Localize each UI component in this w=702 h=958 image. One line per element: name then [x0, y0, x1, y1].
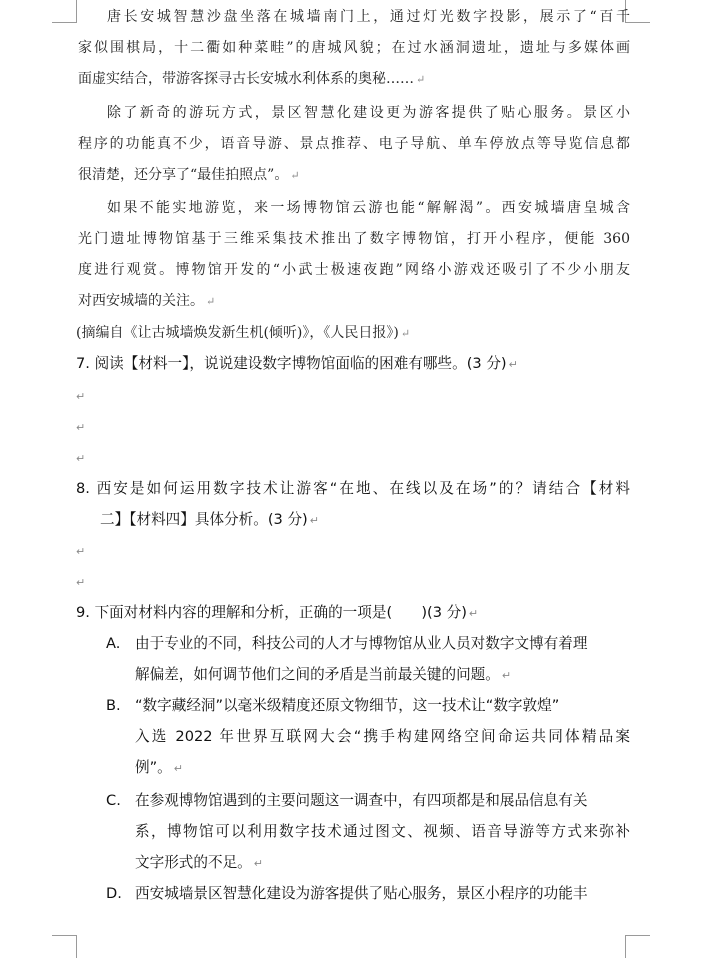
- option-d-line1[interactable]: D. 西安城墙景区智慧化建设为游客提供了贴心服务，景区小程序的功能丰: [106, 885, 588, 902]
- page-corner-mark-top-left: [52, 0, 77, 23]
- passage-p3-line1: 如果不能实地游览，来一场博物馆云游也能“解解渴”。西安城墙唐皇城含: [107, 200, 630, 216]
- option-c-line1[interactable]: C. 在参观博物馆遇到的主要问题这一调查中，有四项都是和展品信息有关: [106, 792, 588, 809]
- empty-paragraph-mark-icon: ↵: [76, 421, 86, 434]
- passage-p3-line3: 度进行观赏。博物馆开发的“小武士极速夜跑”网络小游戏还吸引了不少小朋友: [78, 262, 630, 278]
- paragraph-mark-icon: ↵: [206, 295, 216, 308]
- paragraph-mark-icon: ↵: [400, 327, 411, 340]
- paragraph-mark-icon: ↵: [309, 514, 319, 527]
- question-8-line2: 二】【材料四】具体分析。(3 分) ↵: [100, 511, 319, 528]
- option-b-line2: 入选 2022 年世界互联网大会“携手构建网络空间命运共同体精品案: [135, 728, 630, 745]
- option-a-label: A.: [106, 635, 121, 652]
- passage-p3-line2: 光门遗址博物馆基于三维采集技术推出了数字博物馆，打开小程序，便能 360: [78, 231, 630, 247]
- page-corner-mark-bottom-right: [625, 935, 650, 958]
- question-7: 7. 阅读【材料一】，说说建设数字博物馆面临的困难有哪些。(3 分) ↵: [76, 355, 518, 372]
- passage-p1-line2: 家似围棋局，十二衢如种菜畦”的唐城风貌；在过水涵洞遗址，遗址与多媒体画: [78, 40, 630, 56]
- paragraph-mark-icon: ↵: [173, 762, 183, 775]
- passage-p2-line1: 除了新奇的游玩方式，景区智慧化建设更为游客提供了贴心服务。景区小: [107, 105, 630, 121]
- paragraph-mark-icon: ↵: [501, 669, 512, 682]
- paragraph-mark-icon: ↵: [468, 607, 479, 620]
- empty-paragraph-mark-icon: ↵: [76, 390, 86, 403]
- paragraph-mark-icon: ↵: [416, 73, 426, 86]
- option-a-line2: 解偏差，如何调节他们之间的矛盾是当前最关键的问题。 ↵: [135, 666, 512, 683]
- paragraph-mark-icon: ↵: [290, 169, 300, 182]
- paragraph-mark-icon: ↵: [253, 857, 263, 870]
- question-8-line1: 8. 西安是如何运用数字技术让游客“在地、在线以及在场”的？请结合【材料: [76, 480, 630, 497]
- passage-p2-line2: 程序的功能真不少，语音导游、景点推荐、电子导航、单车停放点等导览信息都: [78, 136, 630, 152]
- page-corner-mark-bottom-left: [52, 935, 77, 958]
- passage-source: (摘编自《让古城墙焕发新生机(倾听)》，《人民日报》) ↵: [76, 325, 411, 341]
- option-b-label: B.: [106, 697, 121, 714]
- empty-paragraph-mark-icon: ↵: [76, 452, 86, 465]
- passage-p2-line3: 很清楚，还分享了“最佳拍照点”。 ↵: [78, 167, 300, 183]
- question-9: 9. 下面对材料内容的理解和分析，正确的一项是( )(3 分) ↵: [76, 604, 479, 621]
- option-c-label: C.: [106, 792, 121, 809]
- option-b-line1[interactable]: B. “数字藏经洞”以毫米级精度还原文物细节，这一技术让“数字敦煌”: [106, 697, 560, 714]
- option-d-label: D.: [106, 885, 122, 902]
- empty-paragraph-mark-icon: ↵: [76, 545, 86, 558]
- empty-paragraph-mark-icon: ↵: [76, 576, 86, 589]
- passage-p1-line1: 唐长安城智慧沙盘坐落在城墙南门上，通过灯光数字投影，展示了“百千: [107, 9, 630, 25]
- option-b-line3: 例”。 ↵: [135, 759, 183, 776]
- paragraph-mark-icon: ↵: [508, 358, 518, 371]
- passage-p3-line4: 对西安城墙的关注。 ↵: [78, 293, 216, 309]
- passage-p1-line3: 面虚实结合，带游客探寻古长安城水利体系的奥秘…… ↵: [78, 71, 426, 87]
- option-c-line2: 系，博物馆可以利用数字技术通过图文、视频、语音导游等方式来弥补: [135, 823, 630, 840]
- option-a-line1[interactable]: A. 由于专业的不同，科技公司的人才与博物馆从业人员对数字文博有着理: [106, 635, 588, 652]
- option-c-line3: 文字形式的不足。 ↵: [135, 854, 263, 871]
